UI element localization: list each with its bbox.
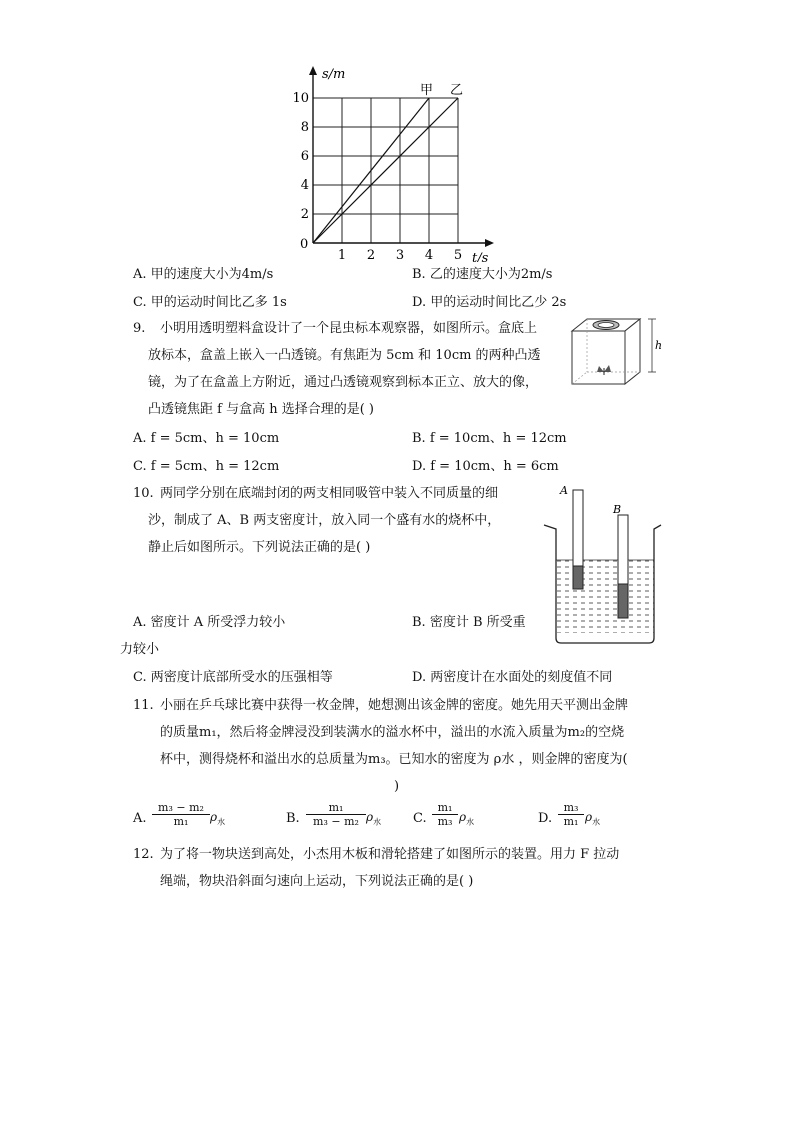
q11-line3: 杯中，测得烧杯和溢出水的总质量为m₃。已知水的密度为 ρ水 ，则金牌的密度为( <box>160 752 628 767</box>
q9-line3: 镜，为了在盒盖上方附近，通过凸透镜观察到标本正立、放大的像， <box>148 375 539 390</box>
y-axis-arrow <box>309 66 317 75</box>
q11-option-a-label[interactable]: A. <box>133 811 147 826</box>
q11-d-numerator: m₃ <box>558 801 584 815</box>
origin-label: 0 <box>300 237 309 252</box>
q10-number: 10. <box>133 486 154 501</box>
q10-option-b-cont: 力较小 <box>120 642 160 657</box>
q11-a-rho: $\rho_水$ <box>210 810 226 827</box>
x-axis-label: t/s <box>472 251 489 262</box>
q11-line4: ) <box>394 779 400 794</box>
q11-b-numerator: m₁ <box>306 801 366 815</box>
q11-option-c-fraction[interactable] <box>432 801 458 828</box>
line-label-yi: 乙 <box>450 83 464 98</box>
q11-option-a-fraction[interactable] <box>152 801 210 828</box>
q10-option-c[interactable]: C. 两密度计底部所受水的压强相等 <box>133 670 333 685</box>
q9-option-b[interactable]: B. f = 10cm、h = 12cm <box>412 431 567 446</box>
q12-number: 12. <box>133 847 154 862</box>
y-tick-label: 4 <box>300 178 309 193</box>
x-tick-label: 1 <box>337 248 347 262</box>
q9-line2: 放标本，盒盖上嵌入一凸透镜。有焦距为 5cm 和 10cm 的两种凸透 <box>148 348 541 363</box>
y-tick-label: 8 <box>300 120 309 135</box>
q9-line4: 凸透镜焦距 f 与盒高 h 选择合理的是( ) <box>148 402 374 417</box>
hydrometer-a-label: A <box>560 484 568 497</box>
q11-line1: 小丽在乒乓球比赛中获得一枚金牌，她想测出该金牌的密度。她先用天平测出金牌 <box>160 698 629 713</box>
q11-option-c-label[interactable]: C. <box>413 811 427 826</box>
y-tick-label: 2 <box>300 207 309 222</box>
y-axis-label: s/m <box>322 67 346 82</box>
y-tick-label: 10 <box>292 91 309 106</box>
beaker-figure <box>540 480 665 650</box>
q11-d-denominator: m₁ <box>563 815 579 828</box>
q11-a-numerator: m₃ − m₂ <box>152 801 210 815</box>
series-line-yi <box>313 98 458 243</box>
series-lines <box>313 98 458 243</box>
q11-a-denominator: m₁ <box>173 815 189 828</box>
q10-line2: 沙，制成了 A、B 两支密度计，放入同一个盛有水的烧杯中， <box>148 513 501 528</box>
q11-c-denominator: m₃ <box>437 815 453 828</box>
q11-c-numerator: m₁ <box>432 801 458 815</box>
q12-line2: 绳端，物块沿斜面匀速向上运动，下列说法正确的是( ) <box>160 874 474 889</box>
q10-option-a[interactable]: A. 密度计 A 所受浮力较小 <box>133 615 286 630</box>
q11-option-b-fraction[interactable] <box>306 801 366 828</box>
q8-option-a[interactable]: A. 甲的速度大小为4m/s <box>133 267 274 282</box>
q10-line3: 静止后如图所示。下列说法正确的是( ) <box>148 540 371 555</box>
q10-option-d[interactable]: D. 两密度计在水面处的刻度值不同 <box>412 670 613 685</box>
x-tick-label: 2 <box>366 248 376 262</box>
q10-line1: 两同学分别在底端封闭的两支相同吸管中装入不同质量的细 <box>160 486 499 501</box>
water <box>556 560 654 633</box>
q11-d-rho: $\rho_水$ <box>585 810 601 827</box>
q9-line1: 小明用透明塑料盒设计了一个昆虫标本观察器，如图所示。盒底上 <box>160 321 538 336</box>
box-side <box>625 319 640 384</box>
q11-c-rho: $\rho_水$ <box>459 810 475 827</box>
x-axis-arrow <box>485 239 494 247</box>
q11-b-denominator: m₃ − m₂ <box>313 815 359 828</box>
q11-number: 11. <box>133 698 154 713</box>
q11-option-d-label[interactable]: D. <box>538 811 553 826</box>
q11-line2: 的质量m₁，然后将金牌浸没到装满水的溢水杯中，溢出的水流入质量为m₂的空烧 <box>160 725 625 740</box>
y-tick-label: 6 <box>300 149 309 164</box>
q9-option-c[interactable]: C. f = 5cm、h = 12cm <box>133 459 280 474</box>
q9-option-a[interactable]: A. f = 5cm、h = 10cm <box>133 431 280 446</box>
q10-option-b[interactable]: B. 密度计 B 所受重 <box>412 615 526 630</box>
line-label-jia: 甲 <box>420 83 434 98</box>
x-tick-label: 3 <box>395 248 405 262</box>
hydrometer-b-label: B <box>613 503 622 516</box>
q8-option-b[interactable]: B. 乙的速度大小为2m/s <box>412 267 553 282</box>
q11-option-d-fraction[interactable] <box>558 801 584 828</box>
q11-b-rho: $\rho_水$ <box>366 810 382 827</box>
insect-box-figure <box>570 316 670 388</box>
q11-option-b-label[interactable]: B. <box>286 811 300 826</box>
x-tick-label: 4 <box>424 248 434 262</box>
q9-option-d[interactable]: D. f = 10cm、h = 6cm <box>412 459 559 474</box>
hydrometer-b <box>618 515 628 618</box>
x-tick-label: 5 <box>453 248 463 262</box>
box-front <box>572 331 625 384</box>
q8-option-d[interactable]: D. 甲的运动时间比乙少 2s <box>412 295 567 310</box>
q8-option-c[interactable]: C. 甲的运动时间比乙多 1s <box>133 295 287 310</box>
q9-number: 9. <box>133 321 146 336</box>
st-graph <box>290 62 510 262</box>
q12-line1: 为了将一物块送到高处，小杰用木板和滑轮搭建了如图所示的装置。用力 F 拉动 <box>160 847 620 862</box>
h-label: h <box>655 339 663 352</box>
hydrometer-a <box>573 490 583 589</box>
